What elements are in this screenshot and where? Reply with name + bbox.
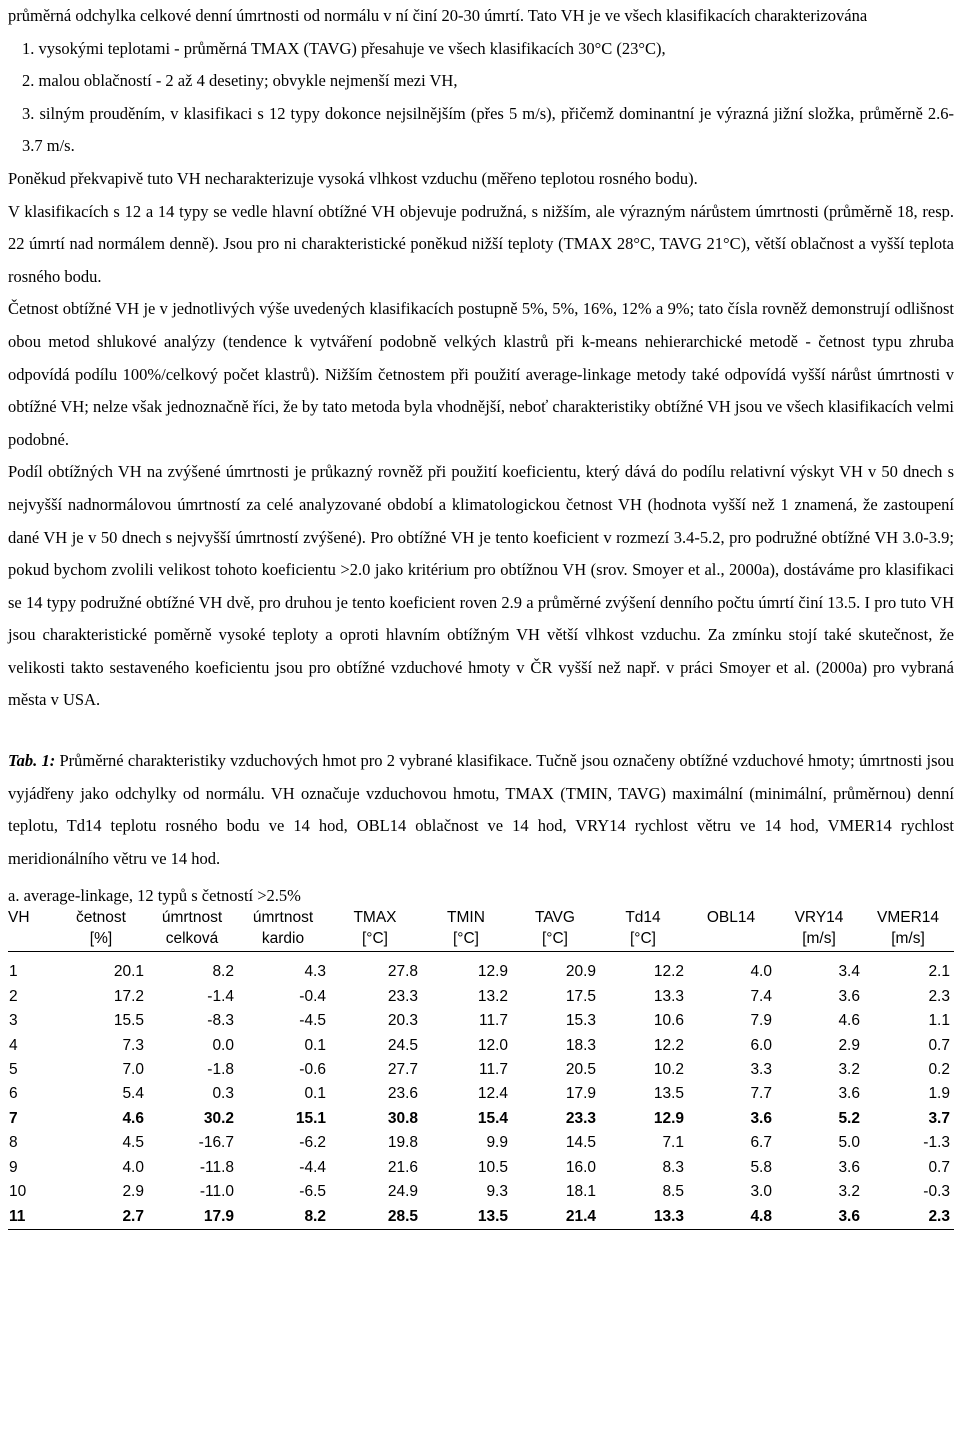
table-cell: 24.5 [387, 1036, 418, 1054]
table-cell: -1.8 [207, 1061, 234, 1079]
table-cell: -4.4 [299, 1158, 326, 1176]
data-table [8, 907, 954, 1229]
table-cell: -11.8 [199, 1158, 234, 1176]
table-cell: 13.5 [653, 1085, 684, 1103]
table-cell: 15.3 [565, 1012, 596, 1030]
table-cell: 23.6 [387, 1085, 418, 1103]
column-header-line: úmrtnost [161, 909, 223, 927]
table-cell: 10.6 [653, 1012, 684, 1030]
table-cell: 2.3 [864, 1205, 954, 1230]
table-caption [8, 745, 954, 875]
table-cell: 21.6 [387, 1158, 418, 1176]
column-header-line: TMAX [353, 909, 397, 927]
table-cell: 4.8 [688, 1205, 776, 1230]
table-cell: 5.4 [122, 1085, 144, 1103]
intro-text: průměrná odchylka celkové denní úmrtnosti od normálu v ní činí 20-30 úmrtí. Tato VH je ve všech klasifikacích charakterizována [8, 6, 868, 25]
row-label: 5 [9, 1061, 18, 1079]
column-header [8, 907, 56, 952]
characteristics-list [8, 33, 954, 163]
table-row [8, 1180, 954, 1204]
table-row [8, 985, 954, 1009]
table-cell: 10.5 [477, 1158, 508, 1176]
table-cell: 13.3 [600, 1205, 688, 1230]
subtable-title: a. average-linkage, 12 typů s četností >2.5% [8, 886, 301, 906]
column-header-line: TAVG [535, 909, 575, 927]
intro-paragraph [8, 0, 954, 163]
list-item: 2. malou oblačností - 2 až 4 desetiny; obvykle nejmenší mezi VH, [22, 71, 458, 91]
table-caption-label: Tab. 1: [8, 751, 56, 771]
column-header-line: OBL14 [706, 909, 756, 927]
table-cell: 1.1 [928, 1012, 950, 1030]
table-cell: 3.7 [928, 1109, 950, 1127]
list-item: 3. silným prouděním, v klasifikaci s 12 typy dokonce nejsilnějším (přes 5 m/s), přičemž dominantní je výrazná jižní složka, průměrně 2.6-3.7 m/s. [22, 103, 954, 156]
table-cell: 30.2 [203, 1109, 234, 1127]
table-cell: 5.0 [838, 1134, 860, 1152]
table-cell: 15.1 [295, 1109, 326, 1127]
column-header-line: úmrtnost [252, 909, 314, 927]
table-cell: 7.4 [750, 987, 772, 1005]
table-cell: 21.4 [512, 1205, 600, 1230]
table-cell: 11.7 [478, 1061, 508, 1079]
table-cell: 17.5 [565, 987, 596, 1005]
column-header [56, 907, 148, 952]
table-cell: 23.3 [565, 1109, 596, 1127]
table-cell: 8.5 [662, 1183, 684, 1201]
table-cell: 13.5 [422, 1205, 512, 1230]
document-page [8, 0, 954, 1230]
table-cell: 2.9 [122, 1183, 144, 1201]
table-cell: 17.9 [565, 1085, 596, 1103]
column-header-line: kardio [261, 930, 305, 948]
column-header-line: VRY14 [794, 909, 844, 927]
table-cell: 17.2 [113, 987, 144, 1005]
column-header [864, 907, 954, 952]
table-header-row [8, 907, 954, 952]
table-cell: 8.2 [238, 1205, 330, 1230]
table-cell: 20.5 [565, 1061, 596, 1079]
table-row [8, 1058, 954, 1082]
table-cell: 19.8 [387, 1134, 418, 1152]
table-cell: 5.8 [750, 1158, 772, 1176]
column-header-line: VMER14 [876, 909, 940, 927]
table-cell: 0.2 [928, 1061, 950, 1079]
table-row [8, 1131, 954, 1155]
column-header-line: [°C] [541, 930, 568, 948]
table-cell: 4.0 [122, 1158, 144, 1176]
table-cell: -0.4 [299, 987, 326, 1005]
table-cell: 13.2 [477, 987, 508, 1005]
body-paragraph: Četnost obtížné VH je v jednotlivých výše uvedených klasifikacích postupně 5%, 5%, 16%, 12% a 9%; tato čísla rovněž demonstrují odlišnost obou metod shlukové analýzy (tendence k vytváření podobně velkých klastrů při k-means nehierarchické metodě - četnost typu zhruba odpovídá podílu 100%/celkový počet klastrů). Nižším četnostem při použití average-linkage metody také odpovídá vyšší nárůst úmrtnosti v obtížné VH; nelze však jednoznačně říci, že by tato metoda byla vhodnější, neboť charakteristiky obtížné VH jsou ve všech klasifikacích velmi podobné. [8, 299, 954, 449]
table-row [8, 1082, 954, 1106]
table-cell: 0.1 [304, 1036, 326, 1054]
column-header-line: TMIN [447, 909, 485, 927]
row-label: 6 [9, 1085, 18, 1103]
table-cell: -8.3 [207, 1012, 234, 1030]
table-cell: 3.6 [776, 1205, 864, 1230]
table-cell: -0.6 [299, 1061, 326, 1079]
table-cell: 3.6 [838, 1085, 860, 1103]
table-row [8, 1156, 954, 1180]
table-row [8, 1205, 954, 1230]
table-cell: 2.9 [838, 1036, 860, 1054]
table-cell: 2.3 [928, 987, 950, 1005]
table-cell: 3.2 [838, 1183, 860, 1201]
column-header [422, 907, 512, 952]
table-cell: 0.0 [212, 1036, 234, 1054]
table-caption-text: Průměrné charakteristiky vzduchových hmot pro 2 vybrané klasifikace. Tučně jsou označeny obtížné vzduchové hmoty; úmrtnosti jsou vyjádřeny jako odchylky od normálu. VH označuje vzduchovou hmotu, TMAX (TMIN, TAVG) maximální (minimální, průměrnou) denní teplotu, Td14 teplotu rosného bodu ve 14 hod, OBL14 oblačnost ve 14 hod, VRY14 rychlost větru ve 14 hod, VMER14 rychlost meridionálního větru ve 14 hod. [8, 751, 954, 868]
table-cell: 12.2 [653, 1036, 684, 1054]
table-cell: 4.6 [838, 1012, 860, 1030]
table-cell: 27.8 [387, 963, 418, 981]
table-cell: 7.1 [662, 1134, 684, 1152]
table-row [8, 1034, 954, 1058]
table-cell: 2.7 [56, 1205, 148, 1230]
table-cell: 15.4 [477, 1109, 508, 1127]
column-header-line: Td14 [625, 909, 661, 927]
row-label: 7 [9, 1109, 18, 1127]
table-cell: 3.3 [750, 1061, 772, 1079]
column-header [148, 907, 238, 952]
table-cell: 1.9 [928, 1085, 950, 1103]
table-cell: -11.0 [199, 1183, 234, 1201]
table-cell: 0.1 [304, 1085, 326, 1103]
table-cell: 3.6 [838, 987, 860, 1005]
row-label: 3 [9, 1012, 18, 1030]
table-body [8, 952, 954, 1229]
table-cell: 6.0 [750, 1036, 772, 1054]
column-header-line: [%] [89, 930, 113, 948]
body-paragraph: V klasifikacích s 12 a 14 typy se vedle hlavní obtížné VH objevuje podružná, s nižším, ale výrazným nárůstem úmrtnosti (průměrně 18, resp. 22 úmrtí nad normálem denně). Jsou pro ni charakteristické poněkud nižší teploty (TMAX 28°C, TAVG 21°C), větší oblačnost a vyšší teplota rosného bodu. [8, 201, 954, 286]
column-header [688, 907, 776, 952]
column-header-line: [°C] [629, 930, 656, 948]
table-cell: 0.7 [928, 1158, 950, 1176]
table-cell: 12.0 [477, 1036, 508, 1054]
table-cell: 20.3 [387, 1012, 418, 1030]
table-cell: -1.3 [923, 1134, 950, 1152]
column-header-line: celková [165, 930, 219, 948]
column-header [776, 907, 864, 952]
table-cell: -6.2 [299, 1134, 326, 1152]
table-cell: 23.3 [387, 987, 418, 1005]
row-label: 2 [9, 987, 18, 1005]
table-cell: 10.2 [653, 1061, 684, 1079]
body-paragraph: Poněkud překvapivě tuto VH necharakterizuje vysoká vlhkost vzduchu (měřeno teplotou rosného bodu). [8, 168, 698, 188]
table-cell: 11.7 [478, 1012, 508, 1030]
table-cell: -1.4 [207, 987, 234, 1005]
body-paragraph: Podíl obtížných VH na zvýšené úmrtnosti je průkazný rovněž při použití koeficientu, který dává do podílu relativní výskyt VH v 50 dnech s nejvyšší nadnormálovou úmrtností za celé analyzované období a klimatologickou četnost VH (hodnota vyšší než 1 znamená, že zastoupení dané VH je v 50 dnech s nejvyšší úmrtností zvýšené). Pro obtížné VH je tento koeficient v rozmezí 3.4-5.2, pro podružné obtížné VH 3.0-3.9; pokud bychom zvolili velikost tohoto koeficientu >2.0 jako kritérium pro obtížnou VH (srov. Smoyer et al., 2000a), dostáváme pro klasifikaci se 14 typy podružné obtížné VH dvě, pro druhou je tento koeficient roven 2.9 a průměrné zvýšení denního počtu úmrtí činí 13.5. I pro tuto VH jsou charakteristické poměrně vysoké teploty a oproti hlavním obtížným VH větší vlhkost vzduchu. Za zmínku stojí také skutečnost, že velikosti takto sestaveného koeficientu jsou pro obtížné vzduchové hmoty v ČR vyšší než např. v práci Smoyer et al. (2000a) pro vybraná města v USA. [8, 462, 954, 710]
table-cell: 3.0 [750, 1183, 772, 1201]
table-cell: 27.7 [387, 1061, 418, 1079]
table-cell: 20.1 [113, 963, 144, 981]
column-header-line: VH [8, 909, 30, 927]
table-cell: 14.5 [565, 1134, 596, 1152]
column-header-line: četnost [76, 909, 126, 927]
table-cell: 3.6 [750, 1109, 772, 1127]
column-header-line: [m/s] [802, 930, 836, 948]
table-cell: 12.9 [477, 963, 508, 981]
table-cell: 4.0 [750, 963, 772, 981]
table-cell: 2.1 [928, 963, 950, 981]
column-header [512, 907, 600, 952]
table-cell: 5.2 [838, 1109, 860, 1127]
table-cell: -6.5 [299, 1183, 326, 1201]
table-cell: 3.4 [838, 963, 860, 981]
row-label: 11 [8, 1205, 56, 1230]
table-cell: 4.6 [122, 1109, 144, 1127]
row-label: 4 [9, 1036, 18, 1054]
row-label: 1 [9, 963, 18, 981]
row-label: 8 [9, 1134, 18, 1152]
column-header [600, 907, 688, 952]
table-cell: 24.9 [387, 1183, 418, 1201]
row-label: 10 [9, 1183, 27, 1201]
table-cell: 4.3 [304, 963, 326, 981]
table-cell: 12.9 [653, 1109, 684, 1127]
table-cell: 3.2 [838, 1061, 860, 1079]
column-header [238, 907, 330, 952]
column-header-line: [°C] [361, 930, 388, 948]
row-label: 9 [9, 1158, 18, 1176]
table-cell: 15.5 [113, 1012, 144, 1030]
table-cell: 18.1 [565, 1183, 596, 1201]
table-cell: 4.5 [122, 1134, 144, 1152]
table-cell: 9.3 [486, 1183, 508, 1201]
table-cell: 3.6 [838, 1158, 860, 1176]
table-cell: 20.9 [565, 963, 596, 981]
table-cell: 18.3 [565, 1036, 596, 1054]
table-header [8, 907, 954, 952]
table-cell: -0.3 [923, 1183, 950, 1201]
table-cell: 16.0 [565, 1158, 596, 1176]
table-row [8, 952, 954, 985]
table-cell: 12.2 [653, 963, 684, 981]
table-cell: -16.7 [198, 1134, 234, 1152]
column-header-line: [°C] [452, 930, 479, 948]
table-cell: 0.7 [928, 1036, 950, 1054]
table-cell: 8.3 [662, 1158, 684, 1176]
column-header-line: [m/s] [891, 930, 925, 948]
list-item: 1. vysokými teplotami - průměrná TMAX (TAVG) přesahuje ve všech klasifikacích 30°C (23°C), [22, 38, 666, 58]
table-cell: 30.8 [387, 1109, 418, 1127]
table-cell: 0.3 [212, 1085, 234, 1103]
table-cell: 7.7 [750, 1085, 772, 1103]
table-cell: 7.9 [750, 1012, 772, 1030]
table-cell: 13.3 [653, 987, 684, 1005]
column-header [330, 907, 422, 952]
table-cell: 6.7 [750, 1134, 772, 1152]
table-cell: 12.4 [477, 1085, 508, 1103]
table-row [8, 1107, 954, 1131]
table-cell: 8.2 [212, 963, 234, 981]
table-cell: 7.0 [122, 1061, 144, 1079]
table-cell: 7.3 [122, 1036, 144, 1054]
table-cell: -4.5 [299, 1012, 326, 1030]
table-cell: 9.9 [486, 1134, 508, 1152]
table-cell: 28.5 [330, 1205, 422, 1230]
table-row [8, 1009, 954, 1033]
table-cell: 17.9 [148, 1205, 238, 1230]
